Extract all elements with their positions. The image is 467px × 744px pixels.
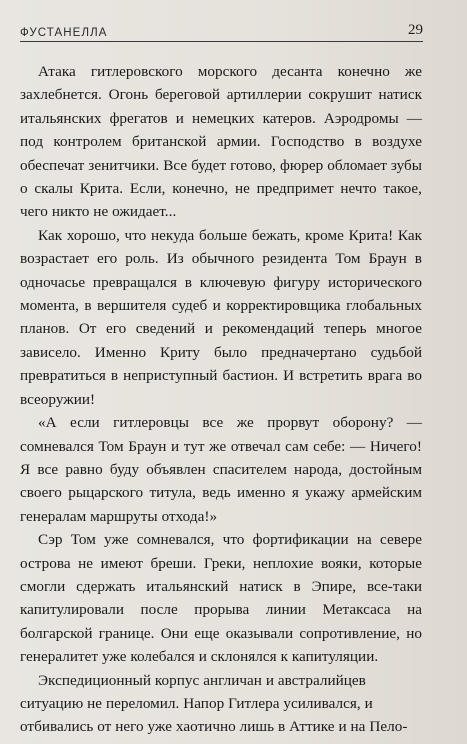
paragraph: Сэр Том уже сомневался, что фортификации на севере острова не имеют бреши. Греки, неплохие вояки, которые смогли сдержать итальянский натиск в Эпире, все-таки капитулировали после прорыва линии Метаксаса на болгарской границе. Они еще оказывали сопротивление, но генералитет уже колебался и склонялся к капитуляции. xyxy=(20,531,422,666)
page-number: 29 xyxy=(408,22,423,38)
text-body xyxy=(20,60,422,739)
running-header xyxy=(20,22,423,42)
paragraph: Атака гитлеровского морского десанта конечно же захлебнется. Огонь береговой артиллерии сокрушит натиск итальянских фрегатов и немецких катеров. Аэродромы — под контролем британской армии. Господство в воздухе обеспечат зенитчики. Все будет готово, фюрер обломает зубы о скалы Крита. Если, конечно, не предпримет нечто такое, чего никто не ожидает... xyxy=(20,63,422,221)
paragraph: Экспедиционный корпус англичан и австралийцев ситуацию не переломил. Напор Гитлера усиливался, и отбивались от него уже хаотично лишь в Аттике и на Пело- xyxy=(20,671,408,736)
paragraph: Как хорошо, что некуда больше бежать, кроме Крита! Как возрастает его роль. Из обычного резидента Том Браун в одночасье превращался в ключевую фигуру исторического момента, в вершителя судеб и корректировщика глобальных планов. От его сведений и рекомендаций теперь многое зависело. Именно Криту было предначертано судьбой превратиться в неприступный бастион. И встретить врага во всеоружии! xyxy=(20,226,422,408)
paragraph: «А если гитлеровцы все же прорвут оборону? — сомневался Том Браун и тут же отвечал сам себе: — Ничего! Я все равно буду объявлен спасителем народа, достойным своего рыцарского титула, ведь именно я укажу армейским генералам маршруты отхода!» xyxy=(20,414,422,525)
running-title: ФУСТАНЕЛЛА xyxy=(20,27,108,39)
